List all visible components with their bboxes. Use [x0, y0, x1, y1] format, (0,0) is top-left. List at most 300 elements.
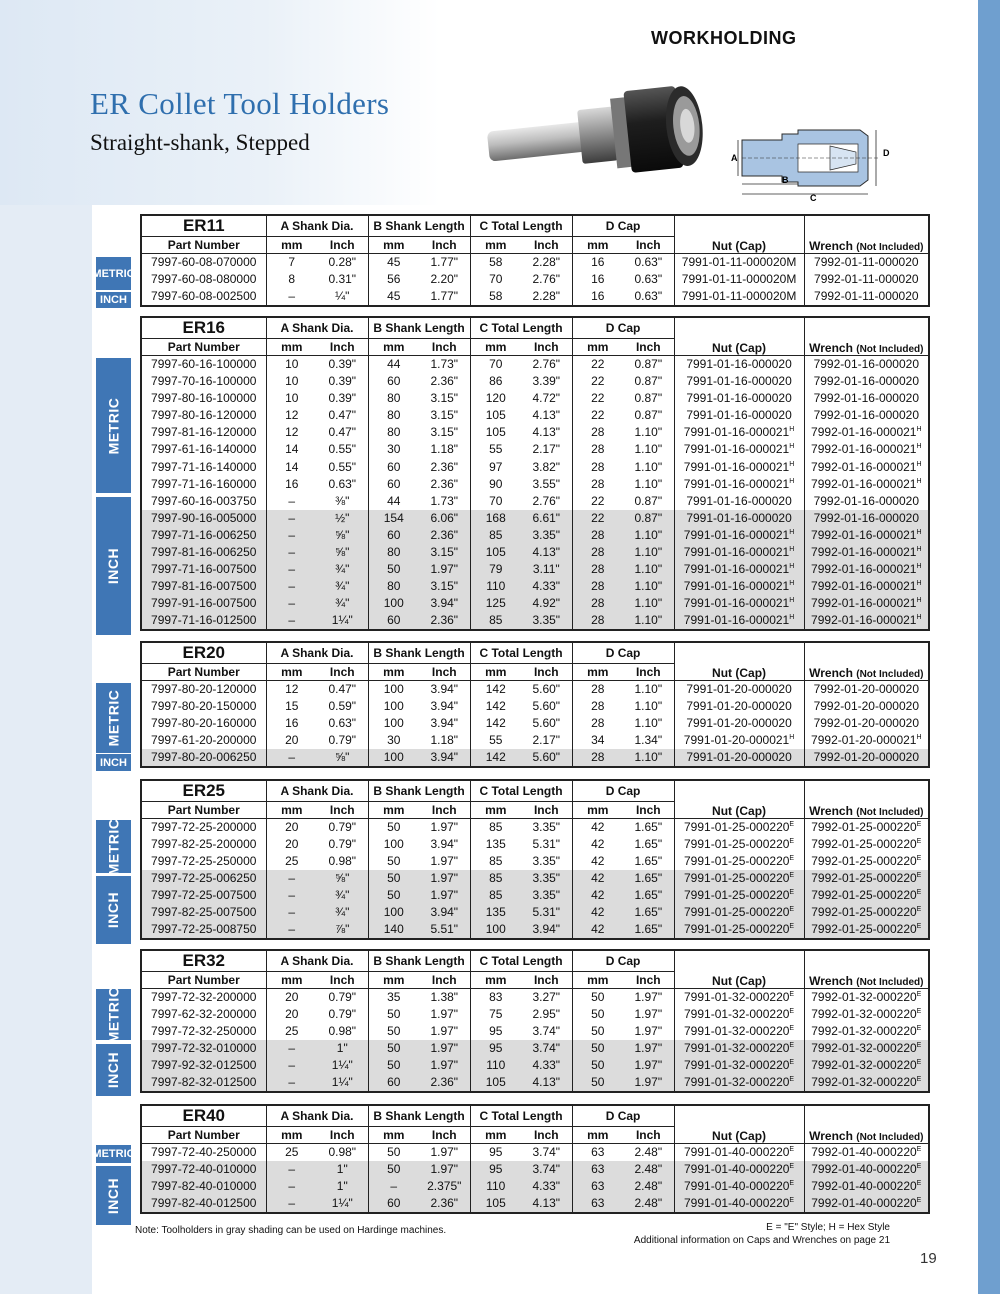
section-er40	[140, 1104, 930, 1214]
d-in-cell: 1.10"	[634, 442, 663, 457]
d-mm-cell: 28	[572, 441, 623, 458]
wrench-cell: 7992-01-11-000020	[804, 254, 929, 272]
part-cell: 7997-92-32-012500	[141, 1057, 266, 1074]
b-mm-cell: 60	[368, 527, 419, 544]
a-in-cell: 0.59"	[328, 699, 357, 714]
c-mm-cell: 85	[470, 870, 521, 887]
table-row	[141, 1023, 929, 1040]
d-in-cell: 1.65"	[623, 904, 674, 921]
a-in-cell: 0.63"	[328, 716, 357, 731]
additional-info: Additional information on Caps and Wrenches on page 21	[633, 1235, 890, 1246]
inch-header: Inch	[521, 237, 572, 254]
b-mm-cell: 50	[368, 1040, 419, 1057]
b-in-cell: 3.94"	[430, 837, 459, 852]
a-in-cell: 0.98"	[328, 1024, 357, 1039]
nut-cap-header: Nut (Cap)	[674, 642, 804, 681]
c-in-cell: 2.17"	[532, 733, 561, 748]
part-cell: 7997-82-40-012500	[141, 1195, 266, 1213]
d-in-cell: 1.10"	[623, 749, 674, 767]
wrench-cell: $7992-01-16-000021^H$	[804, 527, 929, 544]
unit-tab-metric: METRIC	[96, 820, 131, 873]
wrench-cell: 7992-01-16-000020	[804, 356, 929, 374]
wrench-header: Wrench (Not Included)	[804, 642, 929, 681]
a-mm-cell: 20	[266, 819, 317, 837]
a-mm-cell: 14	[266, 441, 317, 458]
part-cell: 7997-72-25-200000	[141, 819, 266, 837]
nut-cell: $7991-01-20-000021^H$	[674, 732, 804, 749]
wrench-cell: 7992-01-16-000020	[804, 390, 929, 407]
wrench-header: Wrench (Not Included)	[804, 780, 929, 819]
c-mm-cell: 105	[470, 424, 521, 441]
b-in-cell: 1.97"	[419, 1161, 470, 1178]
b-shank-length-header: B Shank Length	[368, 780, 470, 802]
d-in-cell: 1.97"	[623, 989, 674, 1007]
inch-header: Inch	[419, 802, 470, 819]
b-mm-cell: 100	[368, 698, 419, 715]
part-cell: 7997-80-20-120000	[141, 681, 266, 699]
part-cell: 7997-71-16-160000	[151, 476, 257, 491]
a-in-cell: 0.79"	[328, 837, 357, 852]
c-mm-cell: 120	[470, 390, 521, 407]
b-shank-length-header: B Shank Length	[368, 215, 470, 237]
a-in-cell: ⅝"	[317, 749, 368, 767]
c-mm-cell: 90	[470, 476, 521, 493]
wrench-cell: $7992-01-16-000021^H$	[804, 612, 929, 630]
inch-header: Inch	[317, 1127, 368, 1144]
d-in-cell: 1.65"	[623, 921, 674, 939]
d-mm-cell: 28	[572, 595, 623, 612]
b-mm-cell: 50	[368, 1057, 419, 1074]
inch-header: Inch	[521, 339, 572, 356]
unit-tab-metric: METRIC	[96, 989, 131, 1040]
nut-cell: $7991-01-25-000220^E$	[674, 870, 804, 887]
c-mm-cell: 95	[470, 1023, 521, 1040]
d-cap-header: D Cap	[572, 317, 674, 339]
nut-cap-header: Nut (Cap)	[674, 317, 804, 356]
nut-cell: $7991-01-16-000021^H$	[674, 561, 804, 578]
d-mm-cell: 42	[572, 887, 623, 904]
b-in-cell: 2.36"	[430, 476, 459, 491]
wrench-header: Wrench (Not Included)	[804, 950, 929, 989]
a-shank-dia-header: A Shank Dia.	[266, 1105, 368, 1127]
d-in-cell: 2.48"	[623, 1161, 674, 1178]
b-in-cell: 2.36"	[419, 1195, 470, 1213]
section-er11	[140, 214, 930, 307]
c-mm-cell: 83	[470, 989, 521, 1007]
a-mm-cell: 25	[266, 1023, 317, 1040]
wrench-cell: $7992-01-16-000021^H$	[804, 578, 929, 595]
part-cell: 7997-80-16-120000	[151, 408, 257, 423]
mm-header: mm	[572, 339, 623, 356]
a-mm-cell: –	[266, 870, 317, 887]
model-name: ER11	[141, 215, 266, 237]
b-mm-cell: 60	[368, 458, 419, 475]
a-mm-cell: 20	[266, 732, 317, 749]
nut-cap-header: Nut (Cap)	[674, 1105, 804, 1144]
table-row	[141, 407, 929, 424]
d-in-cell: 1.10"	[623, 595, 674, 612]
dimension-diagram	[728, 126, 900, 202]
b-mm-cell: 80	[368, 544, 419, 561]
a-mm-cell: 10	[266, 356, 317, 374]
c-mm-cell: 95	[470, 1144, 521, 1162]
c-mm-cell: 97	[470, 458, 521, 475]
wrench-cell: $7992-01-25-000220^E$	[804, 819, 929, 837]
b-in-cell: 3.94"	[419, 681, 470, 699]
part-cell: 7997-72-32-250000	[151, 1024, 257, 1039]
a-shank-dia-header: A Shank Dia.	[266, 317, 368, 339]
nut-cell: 7991-01-16-000020	[674, 493, 804, 510]
b-mm-cell: –	[368, 1178, 419, 1195]
table-row	[141, 612, 929, 630]
b-in-cell: 1.97"	[430, 854, 459, 869]
wrench-cell: 7992-01-16-000020	[804, 493, 929, 510]
d-mm-cell: 28	[572, 544, 623, 561]
wrench-cell: 7992-01-20-000020	[804, 715, 929, 732]
c-in-cell: 3.55"	[532, 476, 561, 491]
wrench-cell: $7992-01-25-000220^E$	[804, 904, 929, 921]
inch-header: Inch	[623, 802, 674, 819]
d-in-cell: 1.97"	[623, 1040, 674, 1057]
diagram-label-a: A	[731, 153, 738, 163]
b-mm-cell: 56	[368, 271, 419, 288]
nut-cell: $7991-01-16-000021^H$	[674, 544, 804, 561]
c-mm-cell: 70	[470, 493, 521, 510]
part-cell: 7997-72-32-200000	[141, 989, 266, 1007]
c-in-cell: 5.60"	[532, 716, 561, 731]
table-row	[141, 1195, 929, 1213]
d-in-cell: 1.10"	[634, 459, 663, 474]
spec-table	[140, 779, 930, 940]
a-in-cell: 0.39"	[328, 374, 357, 389]
nut-cell: $7991-01-25-000220^E$	[674, 904, 804, 921]
part-cell: 7997-90-16-005000	[141, 510, 266, 527]
d-cap-header: D Cap	[572, 780, 674, 802]
a-mm-cell: 14	[266, 458, 317, 475]
c-mm-cell: 142	[470, 698, 521, 715]
a-mm-cell: –	[266, 887, 317, 904]
b-mm-cell: 50	[368, 870, 419, 887]
c-in-cell: 5.60"	[521, 681, 572, 699]
a-mm-cell: –	[266, 1178, 317, 1195]
table-row	[141, 595, 929, 612]
part-cell: 7997-81-16-120000	[151, 425, 257, 440]
inch-header: Inch	[623, 664, 674, 681]
c-in-cell: 4.13"	[521, 544, 572, 561]
table-row	[141, 254, 929, 272]
b-mm-cell: 35	[368, 989, 419, 1007]
inch-header: Inch	[419, 339, 470, 356]
unit-tab-inch: INCH	[96, 497, 131, 635]
a-shank-dia-header: A Shank Dia.	[266, 642, 368, 664]
b-shank-length-header: B Shank Length	[368, 317, 470, 339]
a-in-cell: ⅝"	[317, 544, 368, 561]
unit-tab-metric: METRIC	[96, 1145, 131, 1163]
c-mm-cell: 95	[470, 1040, 521, 1057]
b-in-cell: 1.97"	[430, 1007, 459, 1022]
inch-header: Inch	[317, 972, 368, 989]
b-mm-cell: 80	[368, 424, 419, 441]
c-in-cell: 5.31"	[532, 837, 561, 852]
c-in-cell: 2.76"	[521, 356, 572, 374]
c-mm-cell: 125	[470, 595, 521, 612]
d-mm-cell: 42	[572, 853, 623, 870]
a-in-cell: 1"	[317, 1178, 368, 1195]
wrench-cell: $7992-01-16-000021^H$	[804, 544, 929, 561]
d-in-cell: 1.10"	[623, 681, 674, 699]
c-mm-cell: 86	[470, 373, 521, 390]
inch-header: Inch	[419, 1127, 470, 1144]
c-mm-cell: 79	[470, 561, 521, 578]
part-cell: 7997-71-16-140000	[151, 459, 257, 474]
a-in-cell: 0.55"	[328, 442, 357, 457]
b-mm-cell: 60	[368, 1074, 419, 1092]
table-row	[141, 493, 929, 510]
table-row	[141, 1006, 929, 1023]
nut-cell: 7991-01-11-000020M	[674, 288, 804, 306]
a-in-cell: 1¼"	[317, 1057, 368, 1074]
a-mm-cell: 12	[266, 407, 317, 424]
c-in-cell: 3.35"	[521, 612, 572, 630]
a-mm-cell: –	[266, 1161, 317, 1178]
a-in-cell: 1¼"	[317, 1074, 368, 1092]
table-row	[141, 749, 929, 767]
table-row	[141, 288, 929, 306]
table-row	[141, 390, 929, 407]
inch-header: Inch	[521, 1127, 572, 1144]
a-in-cell: ⅞"	[317, 921, 368, 939]
a-mm-cell: –	[266, 1057, 317, 1074]
a-in-cell: 0.55"	[328, 459, 357, 474]
b-mm-cell: 50	[368, 853, 419, 870]
spec-table	[140, 1104, 930, 1214]
table-row	[141, 819, 929, 837]
table-row	[141, 271, 929, 288]
a-in-cell: ¾"	[317, 578, 368, 595]
b-mm-cell: 45	[368, 288, 419, 306]
b-in-cell: 2.36"	[430, 459, 459, 474]
unit-tab-inch: INCH	[96, 292, 131, 308]
a-in-cell: 0.31"	[328, 272, 357, 287]
b-in-cell: 1.97"	[419, 1144, 470, 1162]
spec-table	[140, 949, 930, 1093]
page-number: 19	[920, 1250, 937, 1267]
nut-cell: $7991-01-16-000021^H$	[674, 612, 804, 630]
table-row	[141, 989, 929, 1007]
c-total-length-header: C Total Length	[470, 642, 572, 664]
a-shank-dia-header: A Shank Dia.	[266, 215, 368, 237]
wrench-cell: $7992-01-40-000220^E$	[804, 1144, 929, 1162]
d-in-cell: 1.97"	[634, 1007, 663, 1022]
d-mm-cell: 42	[572, 921, 623, 939]
part-cell: 7997-72-40-010000	[141, 1161, 266, 1178]
a-in-cell: ¼"	[335, 289, 350, 304]
c-mm-cell: 110	[470, 1178, 521, 1195]
a-in-cell: 0.63"	[328, 476, 357, 491]
part-cell: 7997-72-40-250000	[141, 1144, 266, 1162]
a-in-cell: 0.47"	[317, 681, 368, 699]
c-in-cell: 4.13"	[532, 408, 561, 423]
nut-cell: $7991-01-25-000220^E$	[674, 921, 804, 939]
c-mm-cell: 105	[470, 1195, 521, 1213]
b-mm-cell: 80	[368, 390, 419, 407]
d-in-cell: 1.97"	[634, 1024, 663, 1039]
part-number-header: Part Number	[141, 972, 266, 989]
mm-header: mm	[470, 1127, 521, 1144]
table-row	[141, 544, 929, 561]
d-in-cell: 2.48"	[623, 1195, 674, 1213]
a-in-cell: 0.79"	[317, 989, 368, 1007]
table-row	[141, 921, 929, 939]
b-mm-cell: 30	[368, 441, 419, 458]
wrench-cell: 7992-01-11-000020	[804, 288, 929, 306]
unit-tab-metric: METRIC	[96, 683, 131, 753]
c-mm-cell: 142	[470, 715, 521, 732]
b-mm-cell: 50	[368, 1023, 419, 1040]
table-row	[141, 732, 929, 749]
nut-cell: $7991-01-25-000220^E$	[674, 887, 804, 904]
b-mm-cell: 50	[368, 819, 419, 837]
c-mm-cell: 135	[470, 836, 521, 853]
d-mm-cell: 28	[572, 476, 623, 493]
part-cell: 7997-61-16-140000	[151, 442, 257, 457]
inch-header: Inch	[623, 1127, 674, 1144]
c-in-cell: 3.94"	[521, 921, 572, 939]
b-in-cell: 2.36"	[419, 1074, 470, 1092]
page-title: ER Collet Tool Holders	[90, 86, 390, 121]
a-in-cell: 0.79"	[328, 1007, 357, 1022]
table-row	[141, 698, 929, 715]
wrench-cell: $7992-01-16-000021^H$	[804, 595, 929, 612]
b-in-cell: 1.77"	[430, 289, 459, 304]
d-in-cell: 2.48"	[623, 1144, 674, 1162]
part-cell: 7997-80-16-100000	[151, 391, 257, 406]
a-mm-cell: –	[266, 288, 317, 306]
nut-cell: $7991-01-16-000021^H$	[674, 527, 804, 544]
c-in-cell: 3.74"	[521, 1144, 572, 1162]
a-mm-cell: –	[266, 527, 317, 544]
part-cell: 7997-72-32-010000	[141, 1040, 266, 1057]
b-in-cell: 3.94"	[430, 699, 459, 714]
c-in-cell: 3.35"	[521, 527, 572, 544]
d-in-cell: 0.63"	[634, 289, 663, 304]
d-mm-cell: 16	[572, 254, 623, 272]
b-mm-cell: 100	[368, 749, 419, 767]
nut-cell: $7991-01-32-000220^E$	[674, 1023, 804, 1040]
b-shank-length-header: B Shank Length	[368, 642, 470, 664]
c-in-cell: 3.35"	[521, 819, 572, 837]
d-in-cell: 1.10"	[623, 612, 674, 630]
b-in-cell: 1.77"	[419, 254, 470, 272]
b-in-cell: 2.20"	[430, 272, 459, 287]
model-name: ER16	[141, 317, 266, 339]
model-name: ER20	[141, 642, 266, 664]
c-in-cell: 3.27"	[521, 989, 572, 1007]
table-row	[141, 887, 929, 904]
a-in-cell: 1"	[317, 1161, 368, 1178]
part-cell: 7997-60-08-002500	[151, 289, 257, 304]
part-cell: 7997-81-16-006250	[141, 544, 266, 561]
a-mm-cell: 10	[266, 390, 317, 407]
d-in-cell: 1.10"	[623, 561, 674, 578]
section-label: WORKHOLDING	[651, 28, 797, 48]
spec-table	[140, 214, 930, 307]
nut-cell: $7991-01-25-000220^E$	[674, 836, 804, 853]
part-cell: 7997-60-16-003750	[151, 493, 257, 508]
d-in-cell: 1.10"	[623, 527, 674, 544]
table-row	[141, 373, 929, 390]
d-mm-cell: 28	[572, 715, 623, 732]
a-mm-cell: –	[266, 510, 317, 527]
d-mm-cell: 28	[572, 424, 623, 441]
a-in-cell: ⅝"	[317, 527, 368, 544]
b-in-cell: 1.97"	[419, 887, 470, 904]
a-mm-cell: 7	[266, 254, 317, 272]
diagram-label-b: B	[782, 175, 789, 185]
c-mm-cell: 70	[470, 271, 521, 288]
table-row	[141, 356, 929, 374]
part-cell: 7997-71-16-012500	[141, 612, 266, 630]
table-row	[141, 870, 929, 887]
nut-cell: $7991-01-40-000220^E$	[674, 1178, 804, 1195]
part-cell: 7997-62-32-200000	[151, 1007, 257, 1022]
d-mm-cell: 16	[572, 288, 623, 306]
b-in-cell: 1.18"	[430, 442, 459, 457]
d-in-cell: 0.87"	[634, 374, 663, 389]
mm-header: mm	[266, 664, 317, 681]
wrench-cell: $7992-01-20-000021^H$	[804, 732, 929, 749]
d-in-cell: 0.87"	[634, 391, 663, 406]
b-in-cell: 3.15"	[430, 425, 459, 440]
a-in-cell: ¾"	[317, 904, 368, 921]
part-number-header: Part Number	[141, 1127, 266, 1144]
d-in-cell: 0.87"	[623, 510, 674, 527]
c-mm-cell: 58	[470, 288, 521, 306]
c-mm-cell: 168	[470, 510, 521, 527]
nut-cell: $7991-01-40-000220^E$	[674, 1161, 804, 1178]
a-mm-cell: 10	[266, 373, 317, 390]
b-in-cell: 1.97"	[419, 870, 470, 887]
right-edge-strip	[978, 0, 1000, 1294]
mm-header: mm	[368, 237, 419, 254]
b-mm-cell: 100	[368, 715, 419, 732]
c-mm-cell: 135	[470, 904, 521, 921]
d-in-cell: 1.97"	[623, 1057, 674, 1074]
inch-header: Inch	[419, 972, 470, 989]
spec-table	[140, 316, 930, 631]
nut-cell: $7991-01-32-000220^E$	[674, 1074, 804, 1092]
d-mm-cell: 28	[572, 681, 623, 699]
d-mm-cell: 50	[572, 1074, 623, 1092]
diagram-label-c: C	[810, 193, 817, 203]
c-mm-cell: 85	[470, 612, 521, 630]
part-cell: 7997-82-25-007500	[141, 904, 266, 921]
inch-header: Inch	[521, 664, 572, 681]
c-mm-cell: 100	[470, 921, 521, 939]
b-in-cell: 5.51"	[419, 921, 470, 939]
a-in-cell: 0.47"	[328, 408, 357, 423]
c-in-cell: 4.72"	[532, 391, 561, 406]
d-mm-cell: 50	[572, 1023, 623, 1040]
b-mm-cell: 44	[368, 493, 419, 510]
part-cell: 7997-60-08-070000	[141, 254, 266, 272]
mm-header: mm	[266, 972, 317, 989]
d-in-cell: 1.65"	[634, 854, 663, 869]
d-mm-cell: 63	[572, 1161, 623, 1178]
part-cell: 7997-82-25-200000	[151, 837, 257, 852]
d-in-cell: 1.65"	[623, 819, 674, 837]
d-in-cell: 1.10"	[634, 699, 663, 714]
